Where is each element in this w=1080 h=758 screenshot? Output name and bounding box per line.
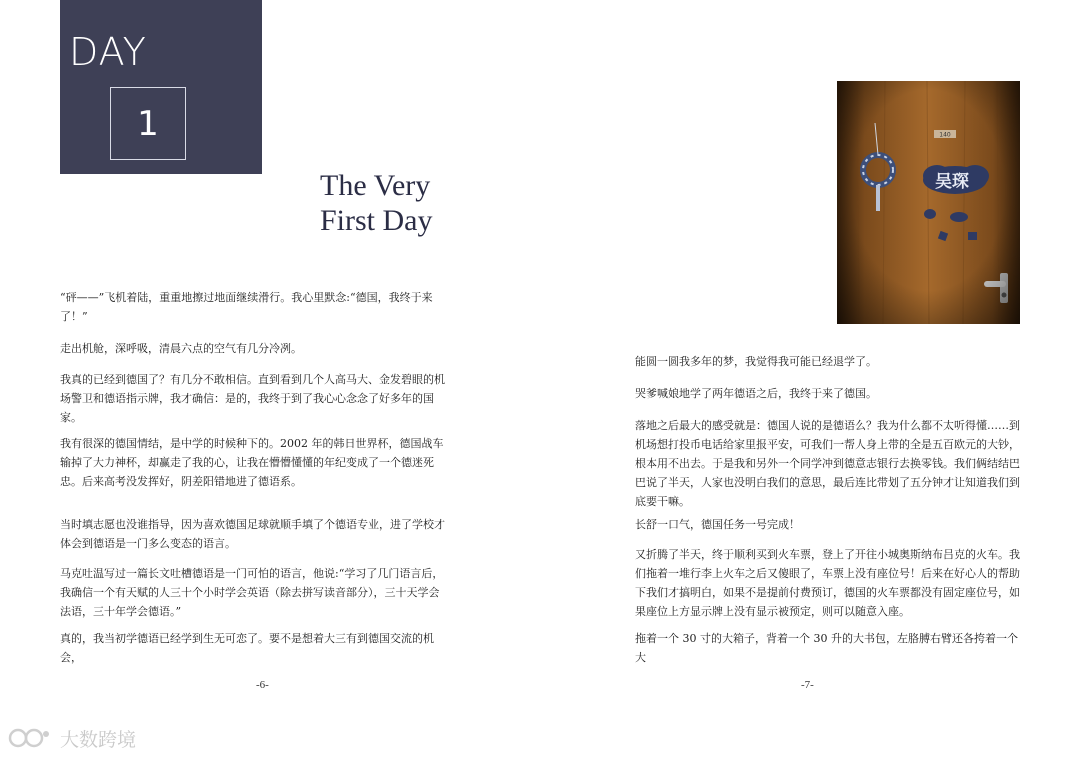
paragraph: 长舒一口气，德国任务一号完成！ bbox=[635, 518, 800, 531]
page-number-left: -6- bbox=[256, 679, 269, 691]
chapter-title bbox=[320, 168, 540, 238]
paragraph: 拖着一个 30 寸的大箱子，背着一个 30 升的大书包，左胳膊右臂还各挎着一个大 bbox=[635, 632, 1018, 664]
paragraph: 能圆一圆我多年的梦，我觉得我可能已经退学了。 bbox=[635, 355, 877, 368]
day-label: DAY bbox=[69, 30, 147, 74]
day-number: 1 bbox=[110, 87, 186, 160]
door-photo bbox=[837, 81, 1020, 324]
paragraph: 哭爹喊娘地学了两年德语之后，我终于来了德国。 bbox=[635, 387, 877, 400]
paragraph: 真的，我当初学德语已经学到生无可恋了。要不是想着大三有到德国交流的机会， bbox=[60, 632, 434, 664]
paragraph: 又折腾了半天，终于顺利买到火车票，登上了开往小城奥斯纳布吕克的火车。我们拖着一堆行李上火车之后又傻眼了，车票上没有座位号！后来在好心人的帮助下我们才搞明白，如果不是提前付费预订，德国的火车票都没有固定座位号，如果座位上方显示牌上没有显示被预定，则可以随意入座。 bbox=[635, 548, 1020, 618]
door-illustration bbox=[837, 81, 1020, 324]
watermark bbox=[8, 724, 136, 752]
paragraph: 落地之后最大的感受就是：德国人说的是德语么？我为什么都不太听得懂……到机场想打投币电话给家里报平安，可我们一帮人身上带的全是五百欧元的大钞，根本用不出去。于是我和另外一个同学冲到德意志银行去换零钱。我们俩结结巴巴说了半天，人家也没明白我们的意思，最后连比带划了五分钟才让知道我们到底要干嘛。 bbox=[635, 419, 1020, 508]
paragraph: “砰——”飞机着陆，重重地擦过地面继续滑行。我心里默念:“德国，我终于来了！” bbox=[60, 291, 433, 323]
chapter-title-line-2: First Day bbox=[320, 204, 433, 237]
watermark-logo-icon bbox=[8, 726, 54, 750]
paragraph: 马克吐温写过一篇长文吐槽德语是一门可怕的语言，他说:“学习了几门语言后，我确信一个有天赋的人三十个小时学会英语（除去拼写读音部分），三十天学会法语，三十年学会德语。” bbox=[60, 567, 444, 618]
paragraph: 当时填志愿也没谁指导，因为喜欢德国足球就顺手填了个德语专业，进了学校才体会到德语是一门多么变态的语言。 bbox=[60, 518, 445, 550]
paragraph: 我真的已经到德国了？有几分不敢相信。直到看到几个人高马大、金发碧眼的机场警卫和德语指示牌，我才确信：是的，我终于到了我心心念念了好多年的国家。 bbox=[60, 373, 445, 424]
paragraph: 走出机舱，深呼吸，清晨六点的空气有几分冷冽。 bbox=[60, 342, 302, 355]
watermark-text: 大数跨境 bbox=[60, 728, 137, 751]
page-number-right: -7- bbox=[801, 679, 814, 691]
paragraph: 我有很深的德国情结，是中学的时候种下的。2002 年的韩日世界杯，德国战车输掉了大力神杯，却赢走了我的心，让我在懵懵懂懂的年纪变成了一个德迷死忠。后来高考没发挥好，阴差阳错地进了德语系。 bbox=[60, 437, 444, 488]
chapter-title-line-1: The Very bbox=[320, 169, 431, 202]
